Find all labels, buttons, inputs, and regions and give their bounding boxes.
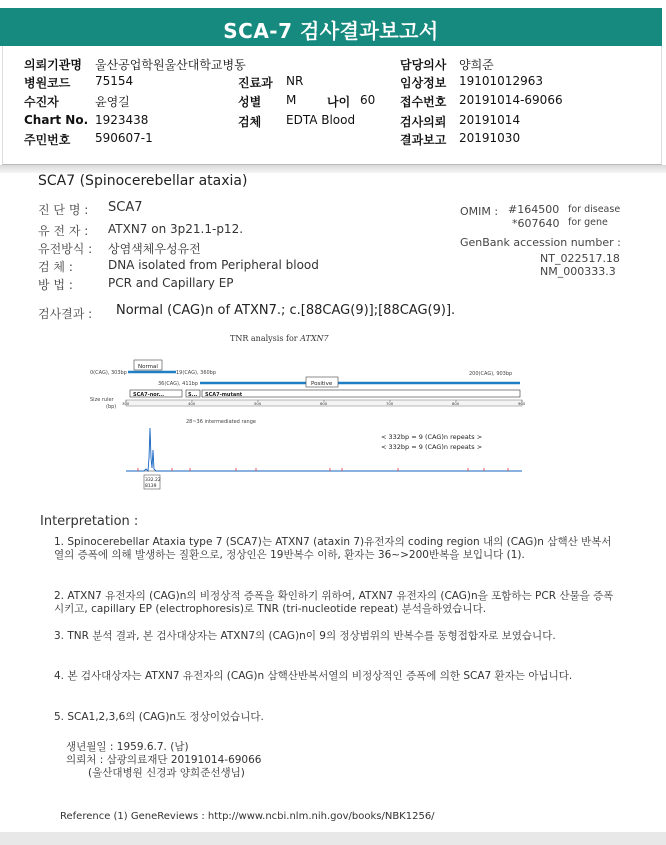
bottom-bar (0, 832, 666, 845)
segment-normal-label: SCA7-nor... (133, 392, 165, 398)
method-value: PCR and Capillary EP (108, 276, 234, 290)
ruler-tick-label: 900 (518, 401, 526, 406)
test-title: SCA7 (Spinocerebellar ataxia) (38, 173, 248, 189)
inherit-label: 유전방식 : (38, 242, 93, 256)
omim-disease-desc: for disease (568, 204, 621, 215)
interpretation-p5: 5. SCA1,2,3,6의 (CAG)n도 정상이었습니다. (54, 711, 264, 723)
hospital-code-value: 75154 (95, 74, 134, 88)
left-size-label: 0(CAG), 303bp (90, 370, 127, 376)
diag-value: SCA7 (108, 200, 143, 215)
report-title: SCA-7 검사결과보고서 (223, 19, 439, 43)
ruler-tick-label: 600 (320, 401, 328, 406)
rrn-value: 590607-1 (95, 131, 153, 145)
dept-value: NR (286, 74, 304, 88)
result-label: 검사결과 : (38, 307, 93, 321)
trace-marks (138, 468, 508, 471)
tnr-analysis-figure (80, 330, 530, 495)
institution-label: 의뢰기관명 (24, 58, 82, 72)
institution-value: 울산공업학원울산대학교병동 (95, 58, 246, 72)
rrn-label: 주민번호 (24, 133, 71, 147)
omim-gene-desc: for gene (568, 217, 608, 228)
inherit-value: 상염색체우성유전 (108, 242, 201, 256)
segment-mutant-label: SCA7-mutant (205, 392, 243, 398)
segment-intermediate-label: S... (188, 392, 198, 398)
ruler-tick-label: 700 (386, 401, 394, 406)
interpretation-p3: 3. TNR 분석 결과, 본 검사대상자는 ATXN7의 (CAG)n이 9의 정상범위의 반복수를 동형접합자로 보였습니다. (54, 630, 556, 642)
patient-label: 수진자 (24, 95, 59, 109)
result-value: Normal (CAG)n of ATXN7.; c.[88CAG(9)];[88CAG(9)]. (116, 303, 456, 318)
request-value: 20191014 (459, 113, 521, 127)
ruler-tick-label: 500 (254, 401, 262, 406)
ruler-tick-label: 800 (452, 401, 460, 406)
request-label: 검사의뢰 (400, 115, 447, 129)
genbank-label: GenBank accession number : (460, 236, 621, 249)
doctor-label: 담당의사 (400, 58, 447, 72)
ruler-tick-label: 400 (188, 401, 196, 406)
receipt-label: 접수번호 (400, 95, 447, 109)
omim-label: OMIM : (460, 205, 499, 218)
gene-value: ATXN7 on 3p21.1-p12. (108, 222, 244, 236)
specimen-method-label: 검 체 : (38, 260, 73, 274)
hospital-code-label: 병원코드 (24, 76, 71, 90)
report-value: 20191030 (459, 131, 521, 145)
repeat-result-2: < 332bp = 9 (CAG)n repeats > (381, 443, 483, 451)
clinical-value: 19101012963 (459, 74, 543, 88)
age-value: 60 (360, 93, 376, 107)
sex-value: M (286, 93, 297, 107)
gene-label: 유 전 자 : (38, 224, 89, 238)
peak-height-text: 8139 (145, 484, 157, 489)
ruler-tick-label: 300 (122, 401, 130, 406)
repeat-result-1: < 332bp = 9 (CAG)n repeats > (381, 433, 483, 441)
interpretation-heading: Interpretation : (40, 514, 139, 529)
reference: Reference (1) GeneReviews : http://www.ncbi.nlm.nih.gov/books/NBK1256/ (60, 811, 435, 822)
interpretation-p4: 4. 본 검사대상자는 ATXN7 유전자의 (CAG)n 삼핵산반복서열의 비정상적인 증폭에 의한 SCA7 환자는 아닙니다. (54, 670, 573, 682)
chart-value: 1923438 (95, 113, 149, 127)
positive-label: Positive (311, 381, 333, 387)
chart-label: Chart No. (24, 113, 89, 127)
interpretation-p2: 2. ATXN7 유전자의 (CAG)n의 비정상적 증폭을 확인하기 위하여, ATXN7 유전자의 (CAG)n을 포함하는 PCR 산물을 증폭시키고, capillary EP (electrophoresis)로 TNR (tri-nucleotide repeat) 분석을하였습니다. (54, 590, 614, 615)
specimen-method-value: DNA isolated from Peripheral blood (108, 258, 319, 272)
mid-size-label: 19(CAG), 360bp (176, 370, 217, 376)
interpretation-p1: 1. Spinocerebellar Ataxia type 7 (SCA7)는 ATXN7 (ataxin 7)유전자의 coding region 내의 (CAG)n 삼핵산 반복서열의 증폭에 의해 발생하는 질환으로, 정상인은 19반복수 이하, 환자는 36~>200반복을 보입니다 (1). (54, 536, 612, 561)
sex-label: 성별 (238, 95, 262, 109)
birth-date: 생년월일 : 1959.6.7. (남) (66, 741, 189, 753)
report-title-bar (0, 8, 662, 46)
patient-value: 윤영길 (95, 95, 130, 109)
genbank-accession-1: NT_022517.18 (540, 252, 620, 265)
segment-mutant (202, 390, 520, 397)
peak-size-text: 332.22 (145, 478, 161, 483)
clinical-label: 임상정보 (400, 76, 447, 90)
requester: 의뢰처 : 삼광의료재단 20191014-69066 (66, 754, 262, 766)
omim-gene-id: *607640 (512, 217, 560, 230)
right-size-label: 200(CAG), 903bp (469, 371, 513, 377)
requester-detail: (울산대병원 신경과 양희준선생님) (88, 767, 245, 779)
specimen-label: 검체 (238, 115, 262, 129)
receipt-value: 20191014-69066 (459, 93, 563, 107)
specimen-value: EDTA Blood (286, 113, 356, 127)
intermediate-label: 28~36 intermediated range (186, 419, 256, 425)
report-label: 결과보고 (400, 133, 447, 147)
section-divider (0, 165, 666, 173)
ruler-label-line1: Size ruler (90, 397, 114, 403)
dept-label: 진료과 (238, 76, 273, 90)
method-label: 방 법 : (38, 278, 73, 292)
diag-label: 진 단 명 : (38, 203, 89, 217)
figure-title: TNR analysis for ATXN7 (230, 334, 329, 343)
omim-disease-id: #164500 (508, 203, 560, 216)
genbank-accession-2: NM_000333.3 (540, 265, 616, 278)
ruler-label-line2: (bp) (106, 404, 117, 410)
doctor-value: 양희준 (459, 58, 494, 72)
age-label: 나이 (327, 95, 351, 109)
mid2-size-label: 36(CAG), 411bp (158, 381, 199, 387)
normal-label: Normal (138, 364, 158, 370)
